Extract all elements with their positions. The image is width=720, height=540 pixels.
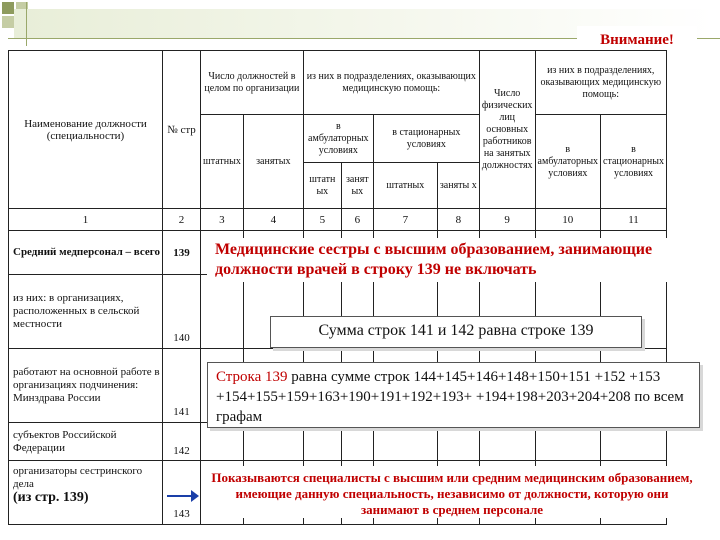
column-number: 7 bbox=[373, 209, 437, 231]
column-number: 4 bbox=[243, 209, 303, 231]
header-individuals-in-units: из них в подразделениях, оказывающих медицинскую помощь: bbox=[535, 51, 666, 115]
row-label-ref: (из стр. 139) bbox=[13, 490, 89, 505]
arrow-right-icon bbox=[165, 488, 199, 504]
column-number: 3 bbox=[201, 209, 244, 231]
header-staff-outpatient: штатн ых bbox=[303, 163, 341, 209]
header-occupied-inpatient: заняты х bbox=[437, 163, 479, 209]
row-number: 141 bbox=[163, 349, 201, 423]
note-sum-rows: Сумма строк 141 и 142 равна строке 139 bbox=[270, 316, 642, 348]
staff-table bbox=[8, 50, 667, 525]
row-label-cell bbox=[9, 461, 163, 525]
note-row-139-highlight: Строка 139 bbox=[216, 369, 288, 385]
header-inpatient-2: в стационарных условиях bbox=[601, 115, 667, 209]
attention-label: Внимание! bbox=[577, 26, 697, 54]
column-number: 2 bbox=[163, 209, 201, 231]
note-specialists: Показываются специалисты с высшим или средним медицинским образованием, имеющие данную специальность, независимо от должности, которую они занимают в среднем персонале bbox=[202, 466, 702, 518]
table-row bbox=[9, 423, 667, 461]
column-number: 11 bbox=[601, 209, 667, 231]
column-number: 1 bbox=[9, 209, 163, 231]
row-number: 140 bbox=[163, 275, 201, 349]
note-row-139-text: равна сумме строк 144+145+146+148+150+151 +152 +153 +154+155+159+163+190+191+192+193+ +194+198+203+204+208 по всем графам bbox=[216, 369, 684, 425]
column-number: 8 bbox=[437, 209, 479, 231]
row-label: из них: в организациях, расположенных в сельской местности bbox=[9, 275, 163, 349]
header-positions-total: Число должностей в целом по организации bbox=[201, 51, 304, 115]
note-row-139-sum bbox=[207, 362, 700, 428]
header-staff-inpatient: штатных bbox=[373, 163, 437, 209]
row-label: Средний медперсонал – всего bbox=[9, 231, 163, 275]
header-outpatient: в амбулаторных условиях bbox=[303, 115, 373, 163]
column-number: 9 bbox=[479, 209, 535, 231]
note-exclude-nurses: Медицинские сестры с высшим образованием, занимающие должности врачей в строку 139 не включать bbox=[207, 238, 692, 282]
header-row-no: № стр bbox=[163, 51, 201, 209]
divider-line-vertical bbox=[26, 2, 27, 46]
header-occupied-outpatient: занят ых bbox=[341, 163, 373, 209]
header-staff: штатных bbox=[201, 115, 244, 209]
row-number: 139 bbox=[163, 231, 201, 275]
column-number: 6 bbox=[341, 209, 373, 231]
header-occupied: занятых bbox=[243, 115, 303, 209]
header-position: Наименование должности (специальности) bbox=[9, 51, 163, 209]
header-inpatient: в стационарных условиях bbox=[373, 115, 479, 163]
row-number: 142 bbox=[163, 423, 201, 461]
header-outpatient-2: в амбулаторных условиях bbox=[535, 115, 601, 209]
column-number: 5 bbox=[303, 209, 341, 231]
row-number: 143 bbox=[163, 461, 201, 525]
column-number: 10 bbox=[535, 209, 601, 231]
row-label: работают на основной работе в организациях подчинения: Минздрава России bbox=[9, 349, 163, 423]
header-in-units: из них в подразделениях, оказывающих медицинскую помощь: bbox=[303, 51, 479, 115]
row-label: организаторы сестринского дела bbox=[13, 465, 143, 490]
header-individuals: Число физических лиц основных работников на занятых должностях bbox=[479, 51, 535, 209]
row-label: субъектов Российской Федерации bbox=[9, 423, 163, 461]
